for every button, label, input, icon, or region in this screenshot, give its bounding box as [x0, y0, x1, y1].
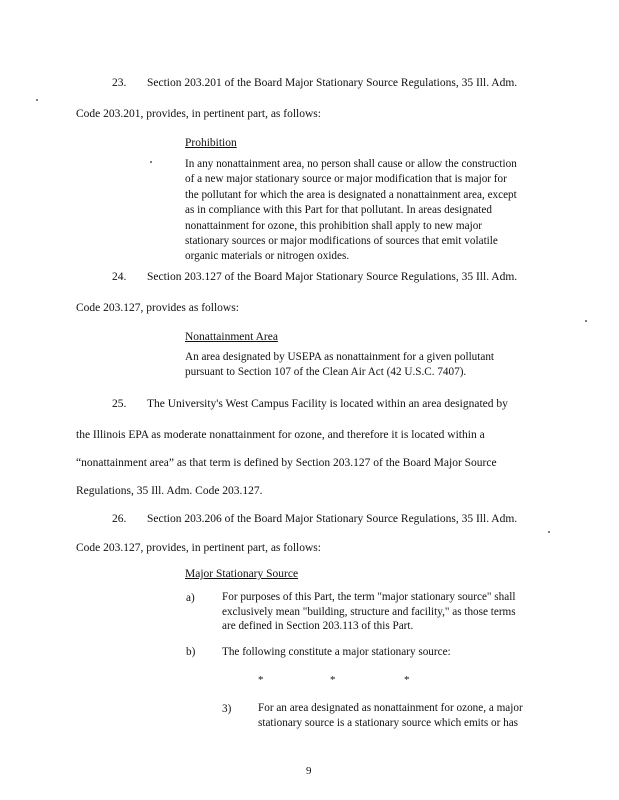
sub-item: [258, 701, 523, 731]
quote-heading: Major Stationary Source: [185, 568, 299, 580]
paragraph-number: 25.: [112, 398, 127, 410]
list-item-label: a): [186, 592, 195, 604]
paragraph-number: 26.: [112, 513, 127, 525]
page-number: 9: [306, 765, 312, 777]
paragraph-number: 24.: [112, 271, 127, 283]
scan-speck: [36, 99, 38, 101]
list-item: [222, 590, 516, 634]
paragraph-text: the Illinois EPA as moderate nonattainment for ozone, and therefore it is located within a: [76, 429, 485, 441]
asterisk: *: [258, 674, 264, 686]
paragraph-text: The University's West Campus Facility is located within an area designated by: [147, 398, 508, 410]
paragraph-text: Section 203.206 of the Board Major Stationary Source Regulations, 35 Ill. Adm.: [147, 513, 518, 525]
list-item-line: The following constitute a major stationary source:: [222, 646, 451, 658]
scan-speck: [585, 320, 587, 322]
list-item-line: are defined in Section 203.113 of this Part.: [222, 620, 414, 632]
paragraph-number: 23.: [112, 77, 127, 89]
quote-line: nonattainment for ozone, this prohibition shall apply to new major: [185, 219, 483, 232]
paragraph-text: “nonattainment area” as that term is defined by Section 203.127 of the Board Major Source: [76, 457, 497, 469]
paragraph-text: Code 203.201, provides, in pertinent part, as follows:: [76, 108, 321, 120]
paragraph-text: Code 203.127, provides as follows:: [76, 302, 239, 314]
asterisk: *: [404, 674, 410, 686]
quote-line: the pollutant for which the area is designated a nonattainment area, except: [185, 188, 517, 201]
list-item-line: For purposes of this Part, the term "major stationary source" shall: [222, 591, 516, 603]
quote-heading: Prohibition: [185, 137, 237, 149]
scan-speck: [150, 161, 152, 163]
sub-item-label: 3): [222, 703, 232, 715]
list-item-line: exclusively mean "building, structure and facility," as those terms: [222, 605, 516, 618]
paragraph-text: Section 203.201 of the Board Major Stationary Source Regulations, 35 Ill. Adm.: [147, 77, 518, 89]
quote-line: organic materials or nitrogen oxides.: [185, 250, 350, 263]
asterisk: *: [330, 674, 336, 686]
quote-line: stationary sources or major modifications of sources that emit volatile: [185, 235, 498, 248]
quote-line: In any nonattainment area, no person shall cause or allow the construction: [185, 158, 517, 170]
quote-heading: Nonattainment Area: [185, 331, 278, 343]
quote-line: pursuant to Section 107 of the Clean Air Act (42 U.S.C. 7407).: [185, 366, 467, 379]
sub-item-line: For an area designated as nonattainment for ozone, a major: [258, 702, 523, 714]
block-quote: [185, 350, 494, 381]
quote-line: as in compliance with this Part for that pollutant. In areas designated: [185, 204, 492, 217]
quote-line: of a new major stationary source or major modification that is major for: [185, 173, 507, 186]
quote-line: An area designated by USEPA as nonattainment for a given pollutant: [185, 351, 495, 363]
sub-item-line: stationary source is a stationary source which emits or has: [258, 717, 519, 729]
scan-speck: [548, 531, 550, 533]
paragraph-text: Code 203.127, provides, in pertinent part, as follows:: [76, 542, 321, 554]
paragraph-text: Section 203.127 of the Board Major Stationary Source Regulations, 35 Ill. Adm.: [147, 271, 518, 283]
list-item: [222, 645, 451, 660]
list-item-label: b): [186, 646, 196, 658]
paragraph-text: Regulations, 35 Ill. Adm. Code 203.127.: [76, 485, 263, 497]
block-quote: [185, 157, 517, 265]
